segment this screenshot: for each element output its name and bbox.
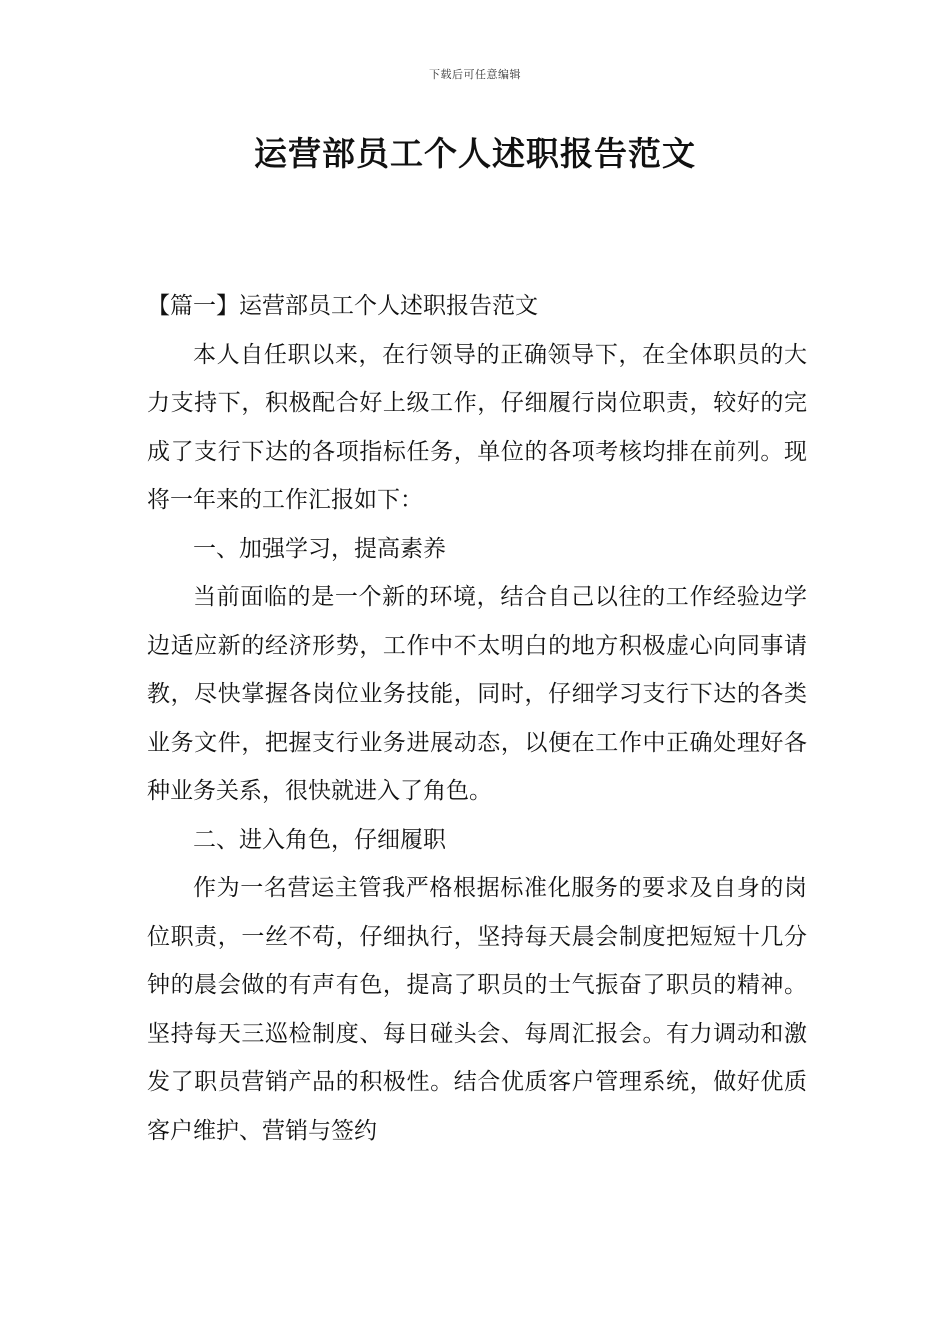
paragraph-role: 作为一名营运主管我严格根据标准化服务的要求及自身的岗位职责，一丝不苟，仔细执行，坚持每天晨会制度把短短十几分钟的晨会做的有声有色，提高了职员的士气振奋了职员的精神。坚持每天三巡检制度、每日碰头会、每周汇报会。有力调动和激发了职员营销产品的积极性。结合优质客户管理系统，做好优质客户维护、营销与签约 [147, 875, 807, 1144]
document-body [147, 282, 807, 1155]
paragraph-study: 当前面临的是一个新的环境，结合自己以往的工作经验边学边适应新的经济形势，工作中不太明白的地方积极虚心向同事请教，尽快掌握各岗位业务技能，同时，仔细学习支行下达的各类业务文件，把握支行业务进展动态，以便在工作中正确处理好各种业务关系，很快就进入了角色。 [147, 584, 807, 804]
paragraph-intro: 本人自任职以来，在行领导的正确领导下，在全体职员的大力支持下，积极配合好上级工作，仔细履行岗位职责，较好的完成了支行下达的各项指标任务，单位的各项考核均排在前列。现将一年来的工作汇报如下： [147, 341, 807, 513]
document-title: 运营部员工个人述职报告范文 [254, 134, 696, 173]
heading-role: 二、进入角色，仔细履职 [193, 826, 446, 853]
heading-study: 一、加强学习，提高素养 [193, 535, 446, 562]
header-note: 下载后可任意编辑 [429, 68, 521, 81]
section-label: 【篇一】运营部员工个人述职报告范文 [147, 293, 538, 319]
